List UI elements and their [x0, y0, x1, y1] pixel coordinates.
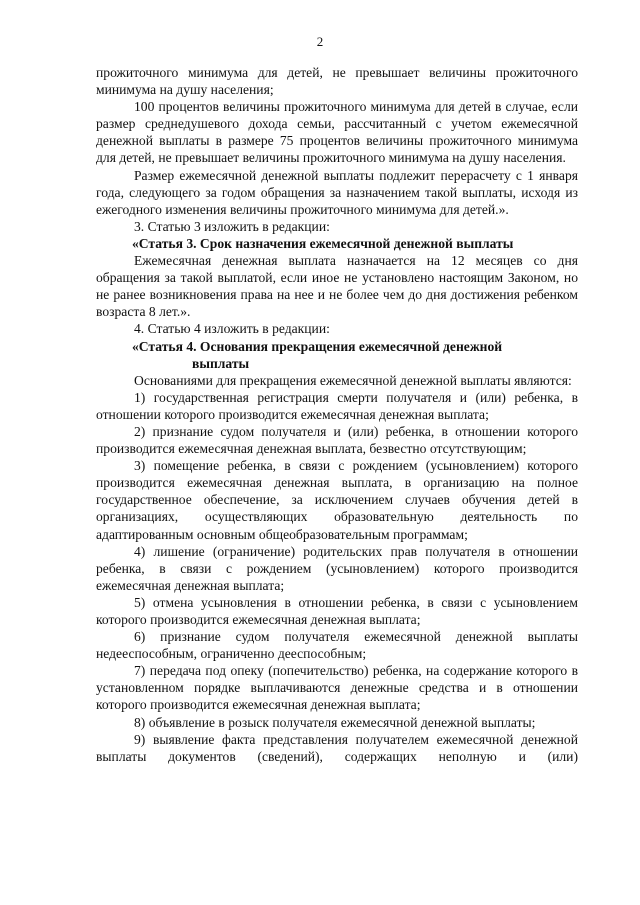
paragraph: 100 процентов величины прожиточного минимума для детей в случае, если размер среднедушевого дохода семьи, рассчитанный с учетом ежемесячной денежной выплаты в размере 75 процентов величины прожиточного минимума для детей, не превышает величины прожиточного минимума на душу населения. — [96, 99, 578, 166]
article-heading: «Статья 4. Основания прекращения ежемесячной денежной — [132, 338, 503, 354]
list-item: 4) лишение (ограничение) родительских прав получателя в отношении ребенка, в связи с рождением (усыновлением) которого производится ежемесячная денежная выплата; — [96, 543, 578, 593]
amendment-item: 3. Статью 3 изложить в редакции: — [134, 218, 330, 234]
amendment-item: 4. Статью 4 изложить в редакции: — [134, 321, 330, 337]
page-number: 2 — [316, 34, 324, 49]
article-heading: «Статья 3. Срок назначения ежемесячной денежной выплаты — [132, 235, 514, 251]
list-item: 7) передача под опеку (попечительство) ребенка, на содержание которого в установленном порядке выплачиваются денежные средства и в отношении которого производится ежемесячная денежная выплата; — [96, 663, 578, 713]
paragraph: Ежемесячная денежная выплата назначается на 12 месяцев со дня обращения за такой выплатой, если иное не установлено настоящим Законом, но не ранее возникновения права на нее и не более чем до дня достижения ребенком возраста 8 лет.». — [96, 253, 578, 320]
list-item: 9) выявление факта представления получателем ежемесячной денежной выплаты документов (сведений), содержащих неполную и (или) — [96, 731, 578, 764]
list-item: 6) признание судом получателя ежемесячной денежной выплаты недееспособным, ограниченно дееспособным; — [96, 629, 578, 662]
list-item: 2) признание судом получателя и (или) ребенка, в отношении которого производится ежемесячная денежная выплата, безвестно отсутствующим; — [96, 423, 578, 457]
paragraph: прожиточного минимума для детей, не превышает величины прожиточного минимума на душу населения; — [96, 65, 578, 98]
list-item: 5) отмена усыновления в отношении ребенка, в связи с усыновлением которого производится ежемесячная денежная выплата; — [96, 594, 578, 627]
article-heading-continued: выплаты — [192, 355, 250, 371]
list-item: 1) государственная регистрация смерти получателя и (или) ребенка, в отношении которого производится ежемесячная денежная выплата; — [96, 389, 578, 422]
paragraph: Основаниями для прекращения ежемесячной денежной выплаты являются: — [134, 372, 572, 388]
list-item: 3) помещение ребенка, в связи с рождением (усыновлением) которого производится ежемесячная денежная выплата, в организацию на полное государственное обеспечение, за исключением случаев обучения детей в организациях, осуществляющих образовательную деятельность по адаптированным основным общеобразовательным программам; — [96, 458, 578, 542]
list-item: 8) объявление в розыск получателя ежемесячной денежной выплаты; — [134, 714, 536, 730]
document-body — [96, 64, 578, 765]
paragraph: Размер ежемесячной денежной выплаты подлежит перерасчету с 1 января года, следующего за годом обращения за назначением такой выплаты, исходя из ежегодного изменения величины прожиточного минимума для детей.». — [96, 167, 578, 217]
